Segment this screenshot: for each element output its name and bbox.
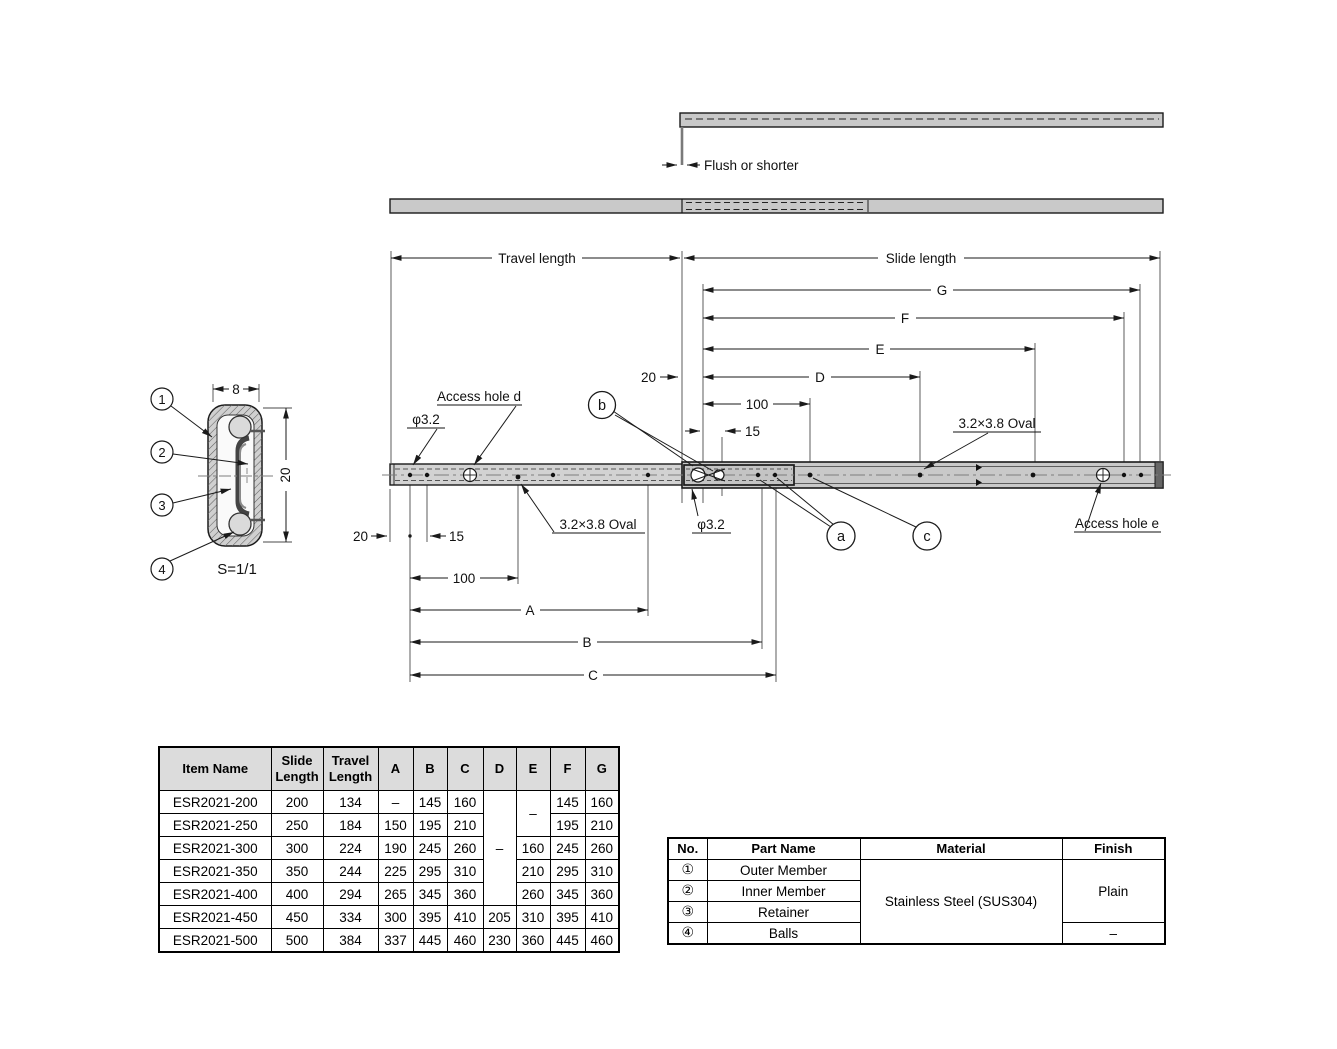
flush-diagram — [390, 113, 1163, 213]
table-cell: 230 — [483, 929, 516, 953]
table-cell: 205 — [483, 906, 516, 929]
table-cell: 224 — [323, 837, 378, 860]
flush-note-label: Flush or shorter — [704, 158, 799, 173]
oval-bottom-label: 3.2×3.8 Oval — [559, 517, 637, 532]
oval-top-label: 3.2×3.8 Oval — [958, 416, 1036, 431]
column-header: F — [550, 747, 585, 791]
dim-a-label: A — [525, 603, 535, 618]
table-cell: 210 — [447, 814, 483, 837]
phi-32-bottom-label: φ3.2 — [697, 517, 725, 532]
table-cell: ESR2021-250 — [159, 814, 271, 837]
table-row — [159, 837, 619, 860]
spec-table — [158, 746, 620, 953]
table-cell: Balls — [707, 923, 860, 945]
table-cell: Inner Member — [707, 881, 860, 902]
table-cell: 225 — [378, 860, 413, 883]
dim-e-label: E — [875, 342, 885, 357]
table-cell: 295 — [550, 860, 585, 883]
svg-text:3: 3 — [158, 498, 166, 513]
spec-table-container — [158, 746, 620, 953]
section-callout-1 — [151, 388, 212, 437]
dim-g-label: G — [936, 283, 948, 298]
dim-c-label: C — [588, 668, 598, 683]
table-cell: 260 — [516, 883, 550, 906]
table-cell: 150 — [378, 814, 413, 837]
column-header: Item Name — [159, 747, 271, 791]
table-cell: 145 — [550, 791, 585, 814]
table-cell: 250 — [271, 814, 323, 837]
column-header: D — [483, 747, 516, 791]
table-cell: ESR2021-350 — [159, 860, 271, 883]
travel-length-label: Travel length — [498, 251, 576, 266]
table-cell: 410 — [585, 906, 619, 929]
column-header: B — [413, 747, 447, 791]
table-cell: 360 — [585, 883, 619, 906]
parts-table — [667, 837, 1166, 945]
table-cell: ④ — [668, 923, 707, 945]
table-cell: ESR2021-450 — [159, 906, 271, 929]
table-cell: 395 — [550, 906, 585, 929]
table-cell: 245 — [413, 837, 447, 860]
table-cell: 210 — [516, 860, 550, 883]
table-cell: 294 — [323, 883, 378, 906]
table-cell: – — [378, 791, 413, 814]
table-cell: ③ — [668, 902, 707, 923]
table-row — [159, 929, 619, 953]
dim-d-label: D — [815, 370, 825, 385]
table-cell: 310 — [585, 860, 619, 883]
table-cell: 260 — [447, 837, 483, 860]
table-cell: – — [1062, 923, 1165, 945]
table-cell: 195 — [413, 814, 447, 837]
table-cell: 360 — [516, 929, 550, 953]
table-cell: 360 — [447, 883, 483, 906]
dim-b-label: B — [582, 635, 592, 650]
scale-label: S=1/1 — [217, 561, 257, 578]
table-cell: – — [483, 791, 516, 906]
table-cell: 450 — [271, 906, 323, 929]
section-height-dim: 20 — [278, 467, 293, 483]
svg-text:c: c — [923, 529, 931, 545]
table-cell: Stainless Steel (SUS304) — [860, 860, 1062, 945]
table-row — [159, 791, 619, 814]
table-cell: 195 — [550, 814, 585, 837]
svg-text:b: b — [597, 398, 607, 414]
column-header: No. — [668, 838, 707, 860]
table-cell: 145 — [413, 791, 447, 814]
table-cell: ② — [668, 881, 707, 902]
table-cell: 134 — [323, 791, 378, 814]
table-cell: 395 — [413, 906, 447, 929]
table-row — [668, 860, 1165, 881]
parts-table-header-row — [668, 838, 1165, 860]
table-cell: 400 — [271, 883, 323, 906]
table-cell: 384 — [323, 929, 378, 953]
table-row — [159, 814, 619, 837]
table-cell: 445 — [550, 929, 585, 953]
column-header: E — [516, 747, 550, 791]
table-cell: 345 — [413, 883, 447, 906]
table-cell: 500 — [271, 929, 323, 953]
table-cell: ESR2021-500 — [159, 929, 271, 953]
dim-15-bottom-label: 15 — [449, 529, 465, 544]
phi-32-top-label: φ3.2 — [412, 412, 440, 427]
table-cell: 445 — [413, 929, 447, 953]
ball-top — [229, 416, 251, 438]
table-cell: 210 — [585, 814, 619, 837]
access-hole-d — [464, 469, 477, 482]
table-cell: 295 — [413, 860, 447, 883]
table-cell: ESR2021-200 — [159, 791, 271, 814]
table-cell: 310 — [447, 860, 483, 883]
svg-text:2: 2 — [158, 445, 166, 460]
access-hole-d-label: Access hole d — [436, 389, 522, 404]
slide-length-label: Slide length — [885, 251, 957, 266]
table-cell: 410 — [447, 906, 483, 929]
svg-text:a: a — [836, 529, 846, 545]
table-cell: 300 — [378, 906, 413, 929]
table-cell: 265 — [378, 883, 413, 906]
dim-100-top-label: 100 — [745, 397, 769, 412]
table-cell: 244 — [323, 860, 378, 883]
parts-table-container — [667, 837, 1166, 945]
table-cell: ESR2021-400 — [159, 883, 271, 906]
dim-100-bottom-label: 100 — [452, 571, 476, 586]
svg-text:1: 1 — [158, 392, 166, 407]
access-hole-e — [1097, 469, 1110, 482]
cross-section-view — [151, 382, 294, 580]
column-header: A — [378, 747, 413, 791]
table-cell: 245 — [550, 837, 585, 860]
dim-f-label: F — [900, 311, 910, 326]
table-cell: 350 — [271, 860, 323, 883]
svg-text:4: 4 — [158, 562, 166, 577]
table-cell: 460 — [447, 929, 483, 953]
section-width-dim: 8 — [232, 382, 240, 397]
access-hole-e-label: Access hole e — [1074, 516, 1160, 531]
table-cell: 345 — [550, 883, 585, 906]
table-cell: ① — [668, 860, 707, 881]
dim-20-top-label: 20 — [640, 370, 656, 385]
table-cell: 310 — [516, 906, 550, 929]
column-header: G — [585, 747, 619, 791]
table-cell: Outer Member — [707, 860, 860, 881]
table-cell: 260 — [585, 837, 619, 860]
table-cell: 337 — [378, 929, 413, 953]
main-rail-view — [382, 462, 1171, 488]
table-cell: – — [516, 791, 550, 837]
table-cell: Plain — [1062, 860, 1165, 923]
column-header: Travel Length — [323, 747, 378, 791]
table-cell: ESR2021-300 — [159, 837, 271, 860]
table-cell: 160 — [447, 791, 483, 814]
table-row — [159, 860, 619, 883]
ball-bottom — [229, 513, 251, 535]
column-header: Material — [860, 838, 1062, 860]
column-header: Finish — [1062, 838, 1165, 860]
dim-20-bottom-label: 20 — [352, 529, 368, 544]
closed-slide-bar — [680, 113, 1163, 127]
dim-15-top-label: 15 — [745, 424, 761, 439]
table-row — [159, 906, 619, 929]
column-header: C — [447, 747, 483, 791]
table-row — [159, 883, 619, 906]
table-cell: 460 — [585, 929, 619, 953]
table-cell: Retainer — [707, 902, 860, 923]
table-cell: 300 — [271, 837, 323, 860]
spec-table-header-row — [159, 747, 619, 791]
table-cell: 160 — [585, 791, 619, 814]
extended-slide-bar — [390, 199, 1163, 213]
column-header: Slide Length — [271, 747, 323, 791]
table-cell: 160 — [516, 837, 550, 860]
table-cell: 190 — [378, 837, 413, 860]
table-cell: 200 — [271, 791, 323, 814]
table-cell: 184 — [323, 814, 378, 837]
table-cell: 334 — [323, 906, 378, 929]
column-header: Part Name — [707, 838, 860, 860]
